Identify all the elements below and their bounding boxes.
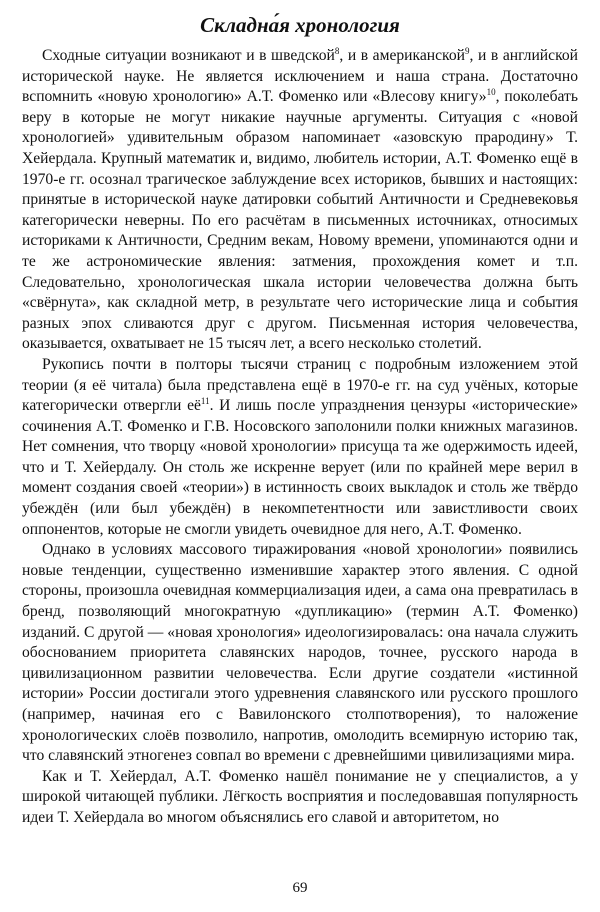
- footnote-ref-11[interactable]: 11: [200, 395, 210, 406]
- paragraph-3: [22, 540, 578, 767]
- text-run: Сходные ситуации возникают и в шведской: [42, 47, 335, 64]
- paragraph-2: [22, 355, 578, 540]
- page-number: 69: [292, 880, 308, 896]
- footnote-ref-9[interactable]: 9: [464, 45, 470, 56]
- text-run: Как и Т. Хейердал, А.Т. Фоменко нашёл понимание не у специалистов, а у широкой читающей публики. Лёгкость восприятия и последовавшая популярность идеи Т. Хейердала во многом объяснялись его славой и авторитетом, но: [22, 767, 578, 826]
- footnote-ref-10[interactable]: 10: [486, 87, 496, 97]
- text-run: Рукопись почти в полторы тысячи страниц с подробным изложением этой теории (я её читала) была представлена ещё в 1970-е гг. на суд учёных, которые категорически отвергли её: [22, 355, 578, 415]
- paragraph-1: [22, 46, 578, 355]
- text-run: , и в американской: [339, 47, 465, 64]
- body-text: [22, 46, 578, 829]
- text-run: . И лишь после упразднения цензуры «исторические» сочинения А.Т. Фоменко и Г.В. Носовского заполонили полки книжных магазинов. Нет сомнения, что творцу «новой хронологии» присуща та же одержимость идеей, что и Т. Хейердалу. Он столь же искренне верует (или по крайней мере верил в момент создания своей «теории») в истинность своих выкладок и столь же твёрдо убеждён (или был убеждён) в некомпетентности или завистливости своих оппонентов, которые не смогли увидеть очевидное для него, А.Т. Фоменко.: [22, 397, 578, 538]
- paragraph-4: [22, 767, 578, 829]
- page-title: Складна́я хронология: [200, 13, 400, 37]
- text-run: , поколебать веру в которые не могут никакие научные аргументы. Ситуация с «новой хронологией» удивительным образом напоминает «азовскую прародину» Т. Хейердала. Крупный математик и, видимо, любитель истории, А.Т. Фоменко ещё в 1970-е гг. осознал трагическое заблуждение всех историков, бывших и настоящих: принятые в исторической науке датировки событий Античности и Средневековья категорически неверны. По его расчётам в письменных источниках, относимых историками к Античности, Средним векам, Новому времени, упоминаются одни и те же астрономические явления: затмения, прохождения комет и т.п. Следовательно, хронологическая шкала истории человечества должна быть «свёрнута», как складной метр, в результате чего исторические лица и события разных эпох сливаются друг с другом. Письменная история человечества, оказывается, охватывает не 15 тысяч лет, а всего несколько столетий.: [22, 88, 578, 353]
- text-run: Однако в условиях массового тиражирования «новой хронологии» появились новые тенденции, существенно изменившие характер этого явления. С одной стороны, произошла очевидная коммерциализация идеи, а сама она превратилась в бренд, позволяющий многократную «дупликацию» (термин А.Т. Фоменко) изданий. С другой — «новая хронология» идеологизировалась: она начала служить обоснованием приоритета славянских народов, точнее, русского народа в цивилизационном развитии человечества. Если другие создатели «истинной истории» России достигали этого удревнения славянского или русского прошлого (например, начиная его с Вавилонского столпотворения), то наложение хронологических слоёв позволило, напротив, омолодить всемирную историю так, что славянский этногенез совпал во времени с древнейшими цивилизациями мира.: [22, 541, 578, 765]
- footnote-ref-8[interactable]: 8: [334, 45, 340, 56]
- text-run: , и в английской исторической науке. Не является исключением и наша страна. Достаточно вспомнить «новую хронологию» А.Т. Фоменко или «Влесову книгу»: [22, 47, 579, 106]
